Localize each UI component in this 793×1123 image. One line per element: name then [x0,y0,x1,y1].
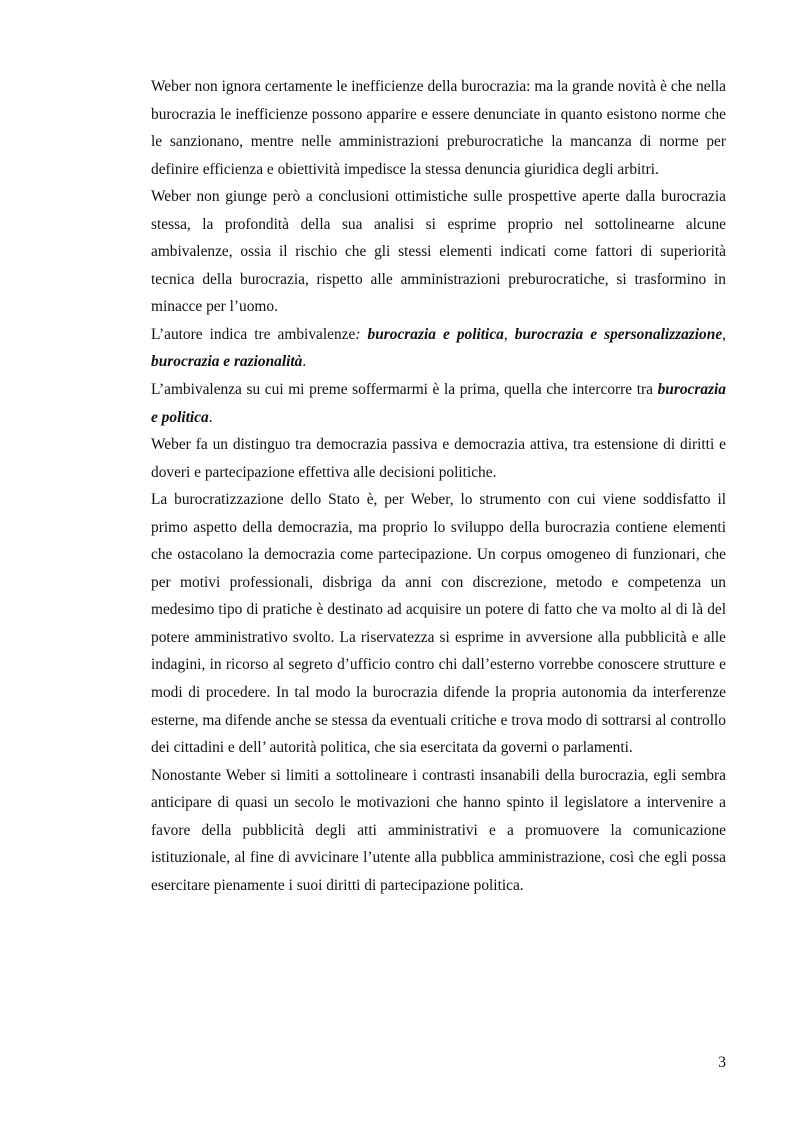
paragraph-tre-ambivalenze [151,321,726,376]
paragraph-democrazia: Weber fa un distinguo tra democrazia passiva e democrazia attiva, tra estensione di diritti e doveri e partecipazione effettiva alle decisioni politiche. [151,436,726,481]
paragraph-burocratizzazione: La burocratizzazione dello Stato è, per Weber, lo strumento con cui viene soddisfatto il primo aspetto della democrazia, ma proprio lo sviluppo della burocrazia contiene elementi che ostacolano la democrazia come partecipazione. Un corpus omogeneo di funzionari, che per motivi professionali, disbriga da anni con discrezione, metodo e competenza un medesimo tipo di pratiche è destinato ad acquisire un potere di fatto che va molto al di là del potere amministrativo svolto. La riservatezza si esprime in avversione alla pubblicità e alle indagini, in ricorso al segreto d’ufficio contro chi dall’esterno vorrebbe conoscere strutture e modi di procedere. In tal modo la burocrazia difende la propria autonomia da interferenze esterne, ma difende anche se stessa da eventuali critiche e trova modo di sottrarsi al controllo dei cittadini e dell’ autorità politica, che sia esercitata da governi o parlamenti. [151,491,726,757]
ambivalenze-period: . [302,353,307,371]
paragraph-prima-ambivalenza [151,376,726,431]
paragraph-ambivalenze-analisi: Weber non giunge però a conclusioni ottimistiche sulle prospettive aperte dalla burocrazia stessa, la profondità della sua analisi si esprime proprio nel sottolinearne alcune ambivalenze, ossia il rischio che gli stessi elementi indicati come fattori di superiorità tecnica della burocrazia, rispetto alle amministrazioni preburocratiche, si trasformino in minacce per l’uomo. [151,188,726,316]
prima-text: L’ambivalenza su cui mi preme soffermarmi è la prima, quella che intercorre tra [151,381,658,399]
ambivalenza-spersonalizzazione: burocrazia e spersonalizzazione [514,325,723,343]
body-text [151,73,726,899]
ambivalenze-colon: : [355,325,368,343]
prima-period: . [208,408,213,426]
ambivalenza-politica: burocrazia e politica [367,325,504,343]
page-number: 3 [718,1054,726,1071]
ambivalenze-separator: , [503,325,515,343]
ambivalenze-intro: L’autore indica tre ambivalenze [151,325,356,343]
paragraph-conclusione: Nonostante Weber si limiti a sottolineare i contrasti insanabili della burocrazia, egli sembra anticipare di quasi un secolo le motivazioni che hanno spinto il legislatore a intervenire a favore della pubblicità degli atti amministrativi e a promuovere la comunicazione istituzionale, al fine di avvicinare l’utente alla pubblica amministrazione, così che egli possa esercitare pienamente i suoi diritti di partecipazione politica. [151,766,726,894]
prima-emphasis: burocrazia e politica [151,381,726,426]
paragraph-inefficienze: Weber non ignora certamente le inefficienze della burocrazia: ma la grande novità è che nella burocrazia le inefficienze possono apparire e essere denunciate in quanto esistono norme che le sanzionano, mentre nelle amministrazioni preburocratiche la mancanza di norme per definire efficienza e obiettività impedisce la stessa denuncia giuridica degli arbitri. [151,78,726,178]
ambivalenza-razionalita: burocrazia e razionalità [151,353,303,371]
ambivalenze-separator: , [722,325,727,343]
